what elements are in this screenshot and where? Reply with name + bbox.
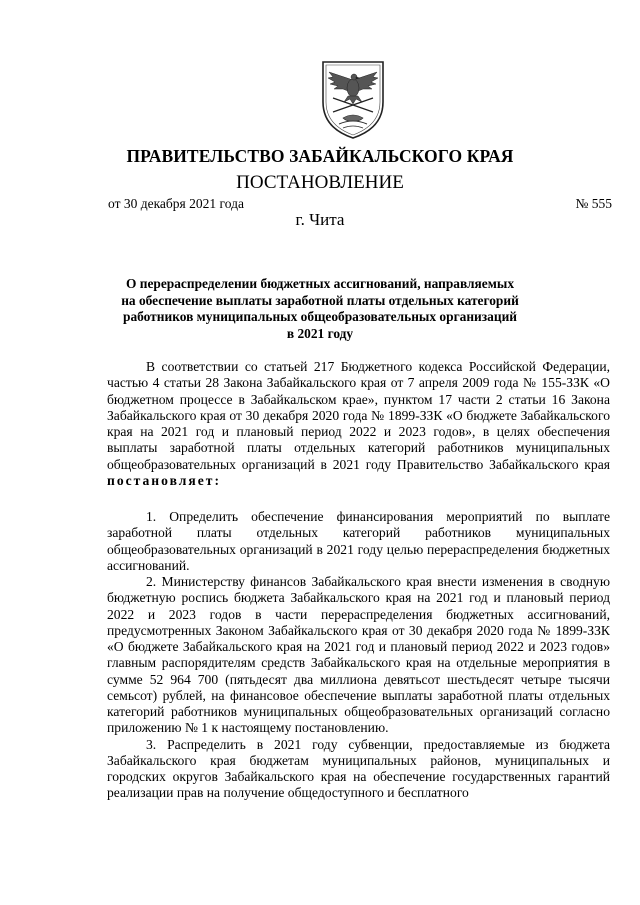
- preamble-paragraph: [107, 359, 610, 489]
- document-type: ПОСТАНОВЛЕНИЕ: [236, 172, 404, 193]
- resolves-word: постановляет:: [107, 472, 221, 488]
- heading-line: в 2021 году: [286, 325, 354, 341]
- item-paragraph-3: 3. Распределить в 2021 году субвенции, предоставляемые из бюджета Забайкальского края бюджетам муниципальных районов, муниципальных и городских округов Забайкальского края на обеспечение государственных гарантий реализации прав на получение общедоступного и бесплатного: [107, 736, 610, 801]
- document-heading: [120, 276, 520, 342]
- document-number: № 555: [575, 196, 612, 211]
- heading-line: О перераспределении бюджетных ассигнований, направляемых: [125, 276, 515, 291]
- government-title: ПРАВИТЕЛЬСТВО ЗАБАЙКАЛЬСКОГО КРАЯ: [126, 146, 514, 166]
- preamble-text: В соответствии со статьей 217 Бюджетного кодекса Российской Федерации, частью 4 статьи 28 Закона Забайкальского края от 7 апреля 2009 года № 155-ЗЗК «О бюджетном процессе в Забайкальском крае», пунктом 17 части 2 статьи 16 Закона Забайкальского края от 30 декабря 2020 года № 1899-ЗЗК «О бюджете Забайкальского края на 2021 год и плановый период 2022 и 2023 годов», в целях обеспечения выплаты заработной платы отдельных категорий работников муниципальных общеобразовательных организаций в 2021 году Правительство Забайкальского края: [107, 359, 610, 472]
- coat-of-arms-emblem: [319, 58, 387, 140]
- paragraph-gap: [107, 489, 610, 509]
- document-date: от 30 декабря 2021 года: [108, 196, 244, 211]
- item-paragraph-2: 2. Министерству финансов Забайкальского края внести изменения в сводную бюджетную роспись бюджета Забайкальского края на 2021 год и плановый период 2022 и 2023 годов в части перераспределения бюджетных ассигнований, предусмотренных Законом Забайкальского края от 30 декабря 2020 года № 1899-ЗЗК «О бюджете Забайкальского края на 2021 год и плановый период 2022 и 2023 годов» главным распорядителям средств Забайкальского края на отдельные мероприятия в сумме 52 964 700 (пятьдесят два миллиона девятьсот шестьдесят четыре тысячи семьсот) рублей, на финансовое обеспечение выплаты заработной платы отдельных категорий работников муниципальных общеобразовательных организаций согласно приложению № 1 к настоящему постановлению.: [107, 574, 610, 736]
- heading-line: на обеспечение выплаты заработной платы отдельных категорий: [121, 292, 519, 308]
- document-city: г. Чита: [295, 210, 345, 229]
- item-paragraph-1: 1. Определить обеспечение финансирования мероприятий по выплате заработной платы отдельных категорий работников муниципальных общеобразовательных организаций в 2021 году целью перераспределения бюджетных ассигнований.: [107, 509, 610, 573]
- heading-line: работников муниципальных общеобразовательных организаций: [123, 309, 517, 324]
- document-body: [107, 359, 610, 802]
